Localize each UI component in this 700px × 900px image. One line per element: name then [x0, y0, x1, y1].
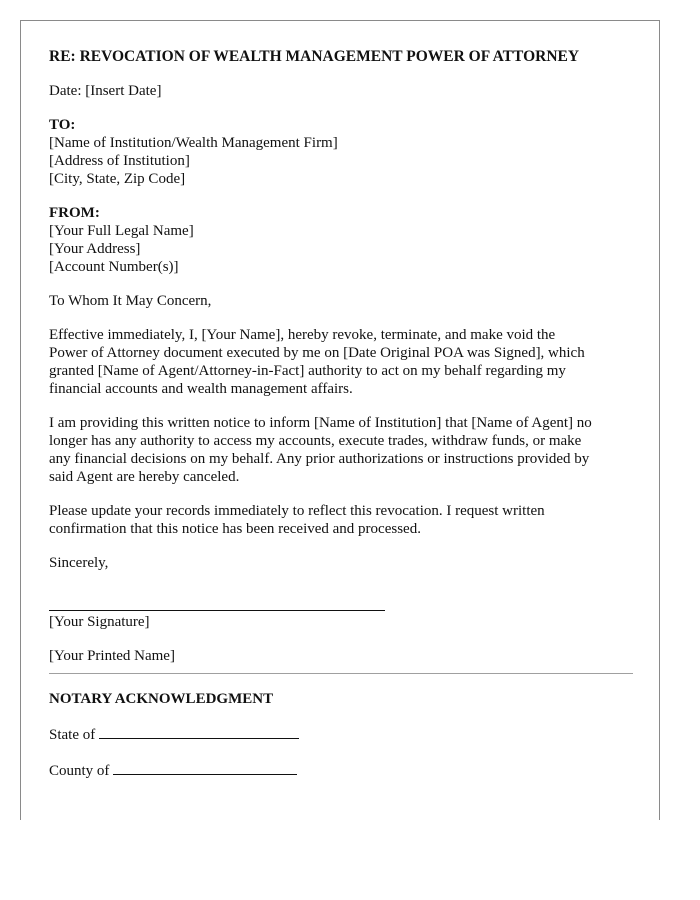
paragraph-line: financial accounts and wealth management affairs. [49, 381, 353, 397]
paragraph-request [49, 502, 634, 538]
paragraph-line: said Agent are hereby canceled. [49, 469, 240, 485]
from-section [49, 204, 634, 276]
signature-line [49, 610, 385, 611]
paragraph-line: Effective immediately, I, [Your Name], hereby revoke, terminate, and make void the [49, 327, 556, 343]
to-line-address: [Address of Institution] [49, 153, 190, 169]
county-label: County of [49, 763, 110, 779]
paragraph-notice [49, 414, 634, 486]
letter-body [49, 48, 634, 796]
closing: Sincerely, [49, 555, 109, 571]
to-label: TO: [49, 117, 76, 133]
date-line: Date: [Insert Date] [49, 83, 162, 99]
from-line-account: [Account Number(s)] [49, 259, 179, 275]
paragraph-line: granted [Name of Agent/Attorney-in-Fact] authority to act on my behalf regarding my [49, 363, 566, 379]
paragraph-line: confirmation that this notice has been received and processed. [49, 521, 421, 537]
to-line-institution: [Name of Institution/Wealth Management Firm] [49, 135, 338, 151]
notary-state-row [49, 724, 634, 744]
notary-county-row [49, 760, 634, 780]
to-section [49, 116, 634, 188]
paragraph-revocation [49, 326, 634, 398]
from-label: FROM: [49, 205, 100, 221]
paragraph-line: any financial decisions on my behalf. Any prior authorizations or instructions provided by [49, 451, 590, 467]
from-line-name: [Your Full Legal Name] [49, 223, 194, 239]
paragraph-line: Power of Attorney document executed by me on [Date Original POA was Signed], which [49, 345, 585, 361]
from-line-address: [Your Address] [49, 241, 141, 257]
salutation: To Whom It May Concern, [49, 293, 212, 309]
state-blank-line [99, 724, 299, 739]
letter-title: RE: REVOCATION OF WEALTH MANAGEMENT POWER OF ATTORNEY [49, 48, 580, 65]
notary-heading: NOTARY ACKNOWLEDGMENT [49, 691, 274, 707]
to-line-city: [City, State, Zip Code] [49, 171, 186, 187]
signature-label: [Your Signature] [49, 614, 150, 630]
paragraph-line: Please update your records immediately to reflect this revocation. I request written [49, 503, 545, 519]
document-page [20, 20, 660, 820]
state-label: State of [49, 727, 96, 743]
printed-name-label: [Your Printed Name] [49, 648, 175, 664]
section-divider [49, 673, 633, 674]
paragraph-line: I am providing this written notice to inform [Name of Institution] that [Name of Agent] no [49, 415, 592, 431]
paragraph-line: longer has any authority to access my accounts, execute trades, withdraw funds, or make [49, 433, 582, 449]
county-blank-line [113, 760, 297, 775]
